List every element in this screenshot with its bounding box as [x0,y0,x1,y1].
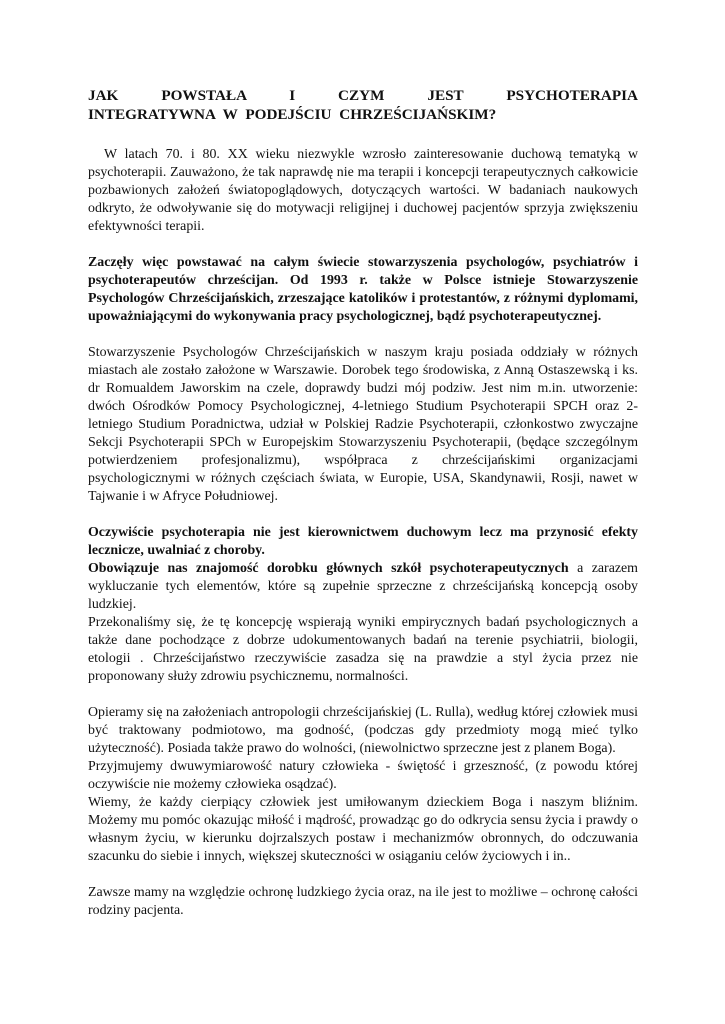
paragraph-life-protection: Zawsze mamy na względzie ochronę ludzkiego życia oraz, na ile jest to możliwe – ochronę całości rodziny pacjenta. [88,885,638,918]
paragraph-associations [88,254,638,326]
title-line-1: JAK POWSTAŁA I CZYM JEST PSYCHOTERAPIA [88,87,638,104]
paragraph-help: Wiemy, że każdy cierpiący człowiek jest umiłowanym dzieckiem Boga i naszym bliźnim. Możemy mu pomóc okazując miłość i mądrość, prowadząc go do odkrycia sensu życia i prawdy o własnym życiu, w kierunku dojrzalszych postaw i mechanizmów obronnych, do odczuwania szacunku do siebie i innych, większej skuteczności w osiąganiu celów życiowych i in.. [88,795,638,864]
paragraph-knowledge-bold: Obowiązuje nas znajomość dorobku głównych szkół psychoterapeutycznych [88,561,569,576]
title-line-2: INTEGRATYWNA W PODEJŚCIU CHRZEŚCIJAŃSKIM? [88,106,497,123]
paragraph-knowledge-rest: a zarazem wykluczanie tych elementów, które są zupełnie sprzeczne z chrześcijańską koncepcją osoby ludzkiej. [88,561,638,612]
paragraph-spch: Stowarzyszenie Psychologów Chrześcijańskich w naszym kraju posiada oddziały w różnych miastach ale zostało założone w Warszawie. Dorobek tego środowiska, z Anną Ostaszewską i ks. dr Romualdem Jaworskim na czele, doprawdy budzi mój podziw. Jest nim m.in. utworzenie: dwóch Ośrodków Pomocy Psychologicznej, 4-letniego Studium Psychoterapii SPCH oraz 2-letniego Studium Poradnictwa, udział w Polskiej Radzie Psychoterapii, członkostwo zwyczajne Sekcji Psychoterapii SPCh w Europejskim Stowarzyszeniu Psychoterapii, (będące szczególnym potwierdzeniem profesjonalizmu), współpraca z chrześcijańskimi organizacjami psychologicznymi w różnych częściach świata, w Europie, USA, Skandynawii, Rosji, nawet w Tajwanie i w Afryce Południowej. [88,345,638,504]
document-page [88,86,638,920]
paragraph-knowledge [88,560,638,614]
paragraph-therapy-goal-text: Oczywiście psychoterapia nie jest kierownictwem duchowym lecz ma przynosić efekty lecznicze, uwalniać z choroby. [88,525,638,558]
paragraph-dual-nature: Przyjmujemy dwuwymiarowość natury człowieka - świętość i grzeszność, (z powodu której oczywiście nie możemy człowieka osądzać). [88,759,638,792]
paragraph-therapy-goal [88,524,638,560]
paragraph-evidence: Przekonaliśmy się, że tę koncepcję wspierają wyniki empirycznych badań psychologicznych a także dane pochodzące z dobrze udokumentowanych badań na terenie psychiatrii, biologii, etologii . Chrześcijaństwo rzeczywiście zasadza się na prawdzie a styl życia przez nie proponowany służy zdrowiu psychicznemu, normalności. [88,615,638,684]
paragraph-associations-text: Zaczęły więc powstawać na całym świecie stowarzyszenia psychologów, psychiatrów i psychoterapeutów chrześcijan. Od 1993 r. także w Polsce istnieje Stowarzyszenie Psychologów Chrześcijańskich, zrzeszające katolików i protestantów, z różnymi dyplomami, upoważniającymi do wykonywania pracy psychologicznej, bądź psychoterapeutycznej. [88,255,638,324]
document-title [88,86,638,124]
paragraph-intro: W latach 70. i 80. XX wieku niezwykle wzrosło zainteresowanie duchową tematyką w psychoterapii. Zauważono, że tak naprawdę nie ma terapii i koncepcji terapeutycznych całkowicie pozbawionych założeń światopoglądowych, dotyczących wartości. W badaniach naukowych odkryto, że odwoływanie się do motywacji religijnej i duchowej pacjentów sprzyja zwiększeniu efektywności terapii. [88,147,638,234]
paragraph-anthropology: Opieramy się na założeniach antropologii chrześcijańskiej (L. Rulla), według której człowiek musi być traktowany podmiotowo, ma godność, (podczas gdy przedmioty mogą mieć tylko użyteczność). Posiada także prawo do wolności, (niewolnictwo sprzeczne jest z planem Boga). [88,705,638,756]
